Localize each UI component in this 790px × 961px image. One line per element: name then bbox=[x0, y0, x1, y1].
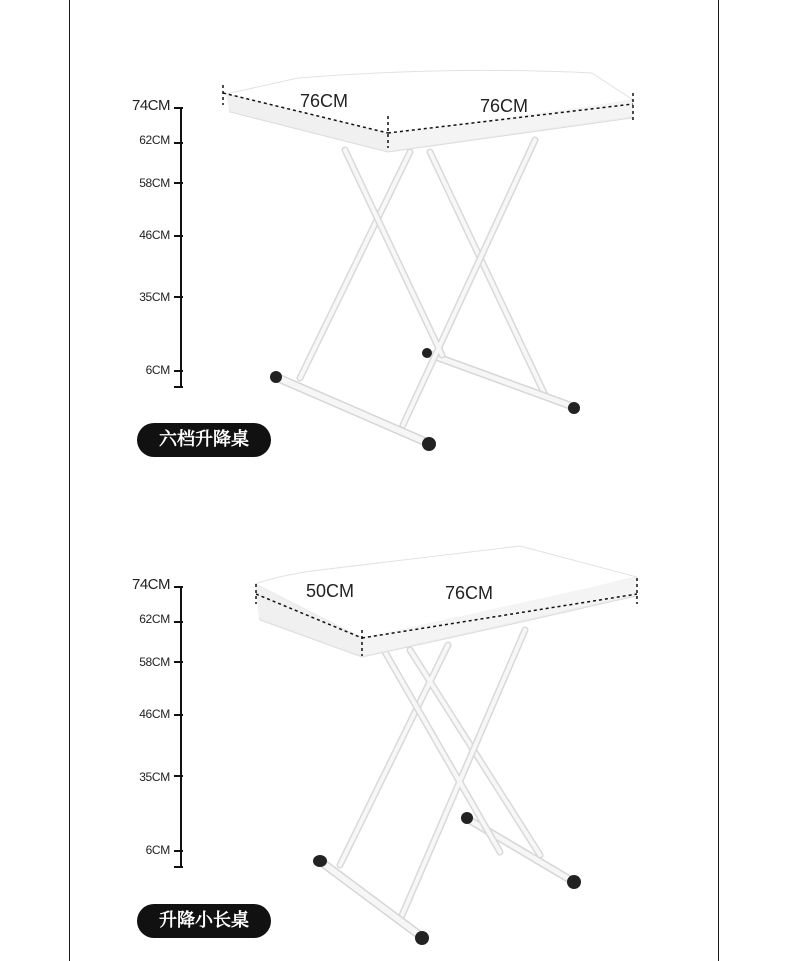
product-panel-long-table bbox=[70, 480, 718, 961]
foot-cap bbox=[461, 812, 473, 824]
width-dimension-label: 50CM bbox=[306, 581, 355, 601]
foot-cap bbox=[422, 437, 436, 451]
product-name-badge: 升降小长桌 bbox=[137, 904, 271, 938]
foot-cap bbox=[422, 348, 432, 358]
height-label-35: 35CM bbox=[139, 770, 170, 784]
height-label-6: 6CM bbox=[145, 843, 170, 857]
height-label-46: 46CM bbox=[139, 707, 170, 721]
height-label-58: 58CM bbox=[139, 655, 170, 669]
height-label-46: 46CM bbox=[139, 228, 170, 242]
product-name-badge: 六档升降桌 bbox=[137, 423, 271, 457]
back-foot-bar bbox=[422, 348, 580, 414]
right-border-line bbox=[718, 0, 719, 961]
height-label-6: 6CM bbox=[145, 363, 170, 377]
table-top bbox=[226, 70, 633, 152]
foot-cap bbox=[567, 875, 581, 889]
depth-dimension-label: 76CM bbox=[480, 96, 529, 116]
width-dimension-label: 76CM bbox=[300, 91, 349, 111]
height-label-35: 35CM bbox=[139, 290, 170, 304]
foot-cap bbox=[415, 931, 429, 945]
height-label-74: 74CM bbox=[131, 576, 170, 593]
square-table-illustration bbox=[70, 0, 718, 480]
height-label-74: 74CM bbox=[131, 97, 170, 114]
height-label-62: 62CM bbox=[139, 133, 170, 147]
foot-cap bbox=[313, 855, 327, 867]
foot-cap bbox=[270, 371, 282, 383]
height-label-58: 58CM bbox=[139, 176, 170, 190]
long-table-illustration bbox=[70, 480, 718, 961]
foot-cap bbox=[568, 402, 580, 414]
product-panel-square-table bbox=[70, 0, 718, 480]
height-label-62: 62CM bbox=[139, 612, 170, 626]
depth-dimension-label: 76CM bbox=[445, 583, 494, 603]
